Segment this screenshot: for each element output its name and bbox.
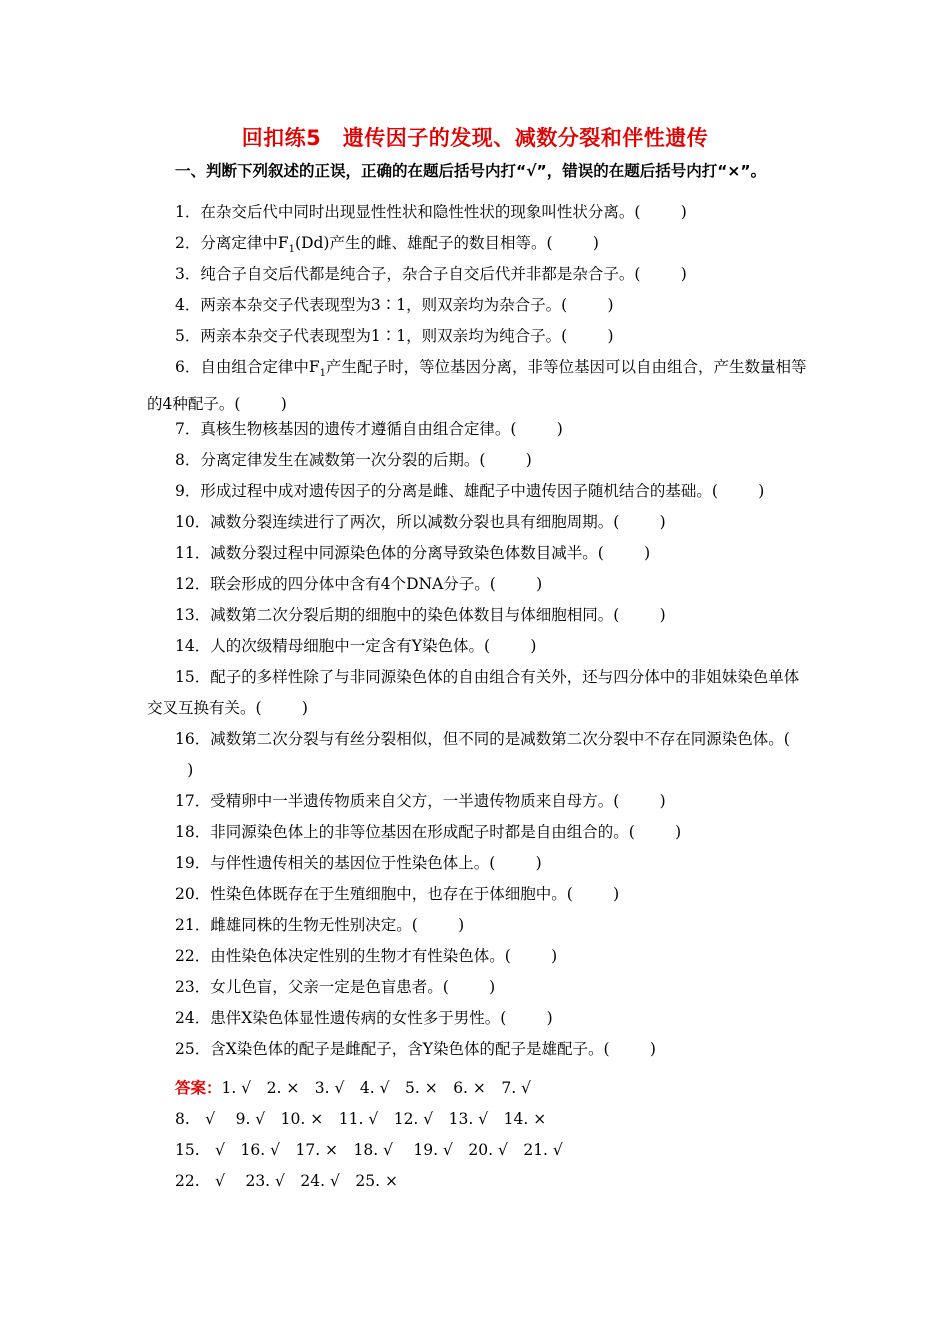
question-text: 在杂交后代中同时出现显性性状和隐性性状的现象叫性状分离。: [200, 203, 635, 221]
answer-paren-open: (: [442, 978, 449, 996]
question-number: 7．: [175, 420, 201, 438]
question-number: 22．: [175, 947, 211, 965]
answer-paren-close: ): [280, 395, 287, 414]
answer-paren-open: (: [603, 1040, 610, 1058]
answer-paren-close: ): [680, 265, 687, 283]
question-item: [147, 724, 809, 786]
answer-paren-open: (: [504, 947, 511, 965]
answer-paren-open: (: [613, 606, 620, 624]
question-text: 减数分裂过程中同源染色体的分离导致染色体数目减半。: [210, 544, 598, 562]
answer-paren-open: (: [613, 513, 620, 531]
question-item: [147, 352, 809, 420]
answer-paren-close: ): [644, 544, 651, 562]
question-item: [147, 631, 809, 662]
answer-paren-open: (: [489, 575, 496, 593]
question-text: 自由组合定律中F: [200, 358, 320, 376]
answer-paren-close: ): [458, 916, 465, 934]
answer-paren-open: (: [479, 451, 486, 469]
answer-paren-open: (: [634, 203, 641, 221]
answer-row-text: 1. √ 2. × 3. √ 4. √ 5. × 6. × 7. √: [221, 1079, 531, 1097]
answer-paren-open: (: [483, 637, 491, 655]
answer-row: [175, 1135, 563, 1166]
question-item: [147, 507, 809, 538]
question-item: [147, 786, 809, 817]
answer-paren-open: (: [561, 327, 568, 345]
answer-paren-close: ): [489, 978, 496, 996]
answer-row: [175, 1073, 531, 1104]
question-item: [147, 941, 809, 972]
question-text: 两亲本杂交子代表现型为1∶1，则双亲均为纯合子。: [200, 327, 562, 345]
answer-paren-open: (: [783, 730, 790, 748]
question-number: 8．: [175, 451, 201, 469]
answer-paren-open: (: [255, 699, 262, 717]
question-text: 非同源染色体上的非等位基因在形成配子时都是自由组合的。: [210, 823, 629, 841]
question-item: [147, 259, 809, 290]
question-item: [147, 569, 809, 600]
answer-paren-close: ): [758, 482, 765, 500]
answer-paren-open: (: [613, 792, 620, 810]
answer-paren-close: ): [613, 885, 620, 903]
answer-paren-close: ): [536, 575, 543, 593]
question-text: 真核生物核基因的遗传才遵循自由组合定律。: [200, 420, 511, 438]
question-item: [147, 538, 809, 569]
question-text: 形成过程中成对遗传因子的分离是雌、雄配子中遗传因子随机结合的基础。: [200, 482, 712, 500]
answer-row-text: 22. √ 23. √ 24. √ 25. ×: [175, 1172, 398, 1190]
answer-paren-open: (: [489, 854, 496, 872]
question-text: 分离定律发生在减数第一次分裂的后期。: [200, 451, 480, 469]
question-text: 性染色体既存在于生殖细胞中，也存在于体细胞中。: [210, 885, 567, 903]
question-number: 23．: [175, 978, 211, 996]
answer-paren-close: ): [680, 203, 687, 221]
answer-paren-close: ): [530, 637, 537, 655]
question-number: 24．: [175, 1009, 211, 1027]
answer-paren-close: ): [301, 699, 308, 717]
question-number: 4．: [175, 296, 201, 314]
question-number: 18．: [175, 823, 211, 841]
question-text: 含X染色体的配子是雌配子，含Y染色体的配子是雄配子。: [210, 1040, 604, 1058]
question-text: 纯合子自交后代都是纯合子，杂合子自交后代并非都是杂合子。: [200, 265, 635, 283]
answer-paren-close: ): [556, 420, 563, 438]
question-item: [147, 972, 809, 1003]
question-text: (Dd)产生的雌、雄配子的数目相等。: [295, 234, 547, 252]
question-text: 减数第二次分裂与有丝分裂相似，但不同的是减数第二次分裂中不存在同源染色体。: [210, 730, 784, 748]
question-text: 与伴性遗传相关的基因位于性染色体上。: [210, 854, 490, 872]
question-text: 人的次级精母细胞中一定含有Y染色体。: [210, 637, 484, 655]
question-number: 5．: [175, 327, 201, 345]
answer-paren-open: (: [411, 916, 418, 934]
question-text: 雌雄同株的生物无性别决定。: [210, 916, 412, 934]
question-number: 6．: [175, 358, 201, 376]
answer-paren-close: ): [187, 761, 194, 779]
question-text: 减数第二次分裂后期的细胞中的染色体数目与体细胞相同。: [210, 606, 614, 624]
answer-paren-close: ): [607, 296, 614, 314]
answer-row-text: 8. √ 9. √ 10. × 11. √ 12. √ 13. √ 14. ×: [175, 1110, 547, 1128]
answer-paren-open: (: [546, 234, 553, 252]
question-number: 16．: [175, 730, 211, 748]
answer-label: 答案：: [175, 1079, 222, 1097]
answer-paren-open: (: [711, 482, 718, 500]
question-number: 1．: [175, 203, 201, 221]
question-number: 11．: [175, 544, 211, 562]
question-number: 17．: [175, 792, 211, 810]
question-text: 由性染色体决定性别的生物才有性染色体。: [210, 947, 505, 965]
question-number: 10．: [175, 513, 211, 531]
question-text: 联会形成的四分体中含有4个DNA分子。: [210, 575, 490, 593]
question-text: 分离定律中F: [200, 234, 289, 252]
instruction-text: 一、判断下列叙述的正误，正确的在题后括号内打“√”，错误的在题后括号内打“×”。: [175, 162, 767, 180]
answer-paren-close: ): [659, 792, 666, 810]
question-item: [147, 848, 809, 879]
answer-row: [175, 1104, 546, 1135]
answer-paren-close: ): [649, 1040, 656, 1058]
answer-paren-open: (: [234, 395, 241, 414]
question-number: 20．: [175, 885, 211, 903]
answer-paren-close: ): [607, 327, 614, 345]
question-item: [147, 817, 809, 848]
question-item: [147, 321, 809, 352]
answer-paren-open: (: [634, 265, 641, 283]
answer-paren-open: (: [597, 544, 604, 562]
question-item: [147, 1003, 809, 1034]
question-item: [147, 290, 809, 321]
question-number: 12．: [175, 575, 211, 593]
question-item: [147, 476, 809, 507]
question-number: 19．: [175, 854, 211, 872]
answer-row-text: 15. √ 16. √ 17. × 18. √ 19. √ 20. √ 21. √: [175, 1141, 563, 1159]
question-text: 配子的多样性除了与非同源染色体的自由组合有关外，还与四分体中的非姐妹染色单体交叉互换有关。: [147, 668, 800, 717]
question-number: 13．: [175, 606, 211, 624]
answer-paren-close: ): [525, 451, 532, 469]
question-item: [147, 197, 809, 228]
question-text: 受精卵中一半遗传物质来自父方，一半遗传物质来自母方。: [210, 792, 614, 810]
question-item: [147, 879, 809, 910]
answer-paren-open: (: [628, 823, 635, 841]
subscript: 1: [319, 368, 327, 380]
question-text: 患伴X染色体显性遗传病的女性多于男性。: [210, 1009, 501, 1027]
answer-paren-close: ): [592, 234, 599, 252]
question-text: 产生配子时，等位基因分离，非等位基因可以自由组合，产生数量相等的4种配子。: [147, 358, 807, 414]
answer-paren-close: ): [546, 1009, 553, 1027]
question-number: 14．: [175, 637, 211, 655]
question-item: [147, 600, 809, 631]
answer-paren-close: ): [675, 823, 682, 841]
answer-paren-close: ): [659, 513, 666, 531]
answer-paren-open: (: [510, 420, 517, 438]
question-item: [147, 662, 809, 724]
question-number: 15．: [175, 668, 211, 686]
question-number: 2．: [175, 234, 201, 252]
question-text: 减数分裂连续进行了两次，所以减数分裂也具有细胞周期。: [210, 513, 614, 531]
question-item: [147, 910, 809, 941]
question-item: [147, 414, 809, 445]
answer-paren-open: (: [500, 1009, 507, 1027]
subscript: 1: [288, 244, 296, 256]
question-text: 两亲本杂交子代表现型为3∶1，则双亲均为杂合子。: [200, 296, 562, 314]
question-item: [147, 1034, 809, 1065]
answer-paren-close: ): [659, 606, 666, 624]
question-number: 21．: [175, 916, 211, 934]
page-title: 回扣练5 遗传因子的发现、减数分裂和伴性遗传: [241, 126, 709, 150]
answer-paren-open: (: [566, 885, 573, 903]
question-item: [147, 445, 809, 476]
question-text: 女儿色盲，父亲一定是色盲患者。: [210, 978, 443, 996]
answer-row: [175, 1166, 398, 1197]
answer-paren-close: ): [551, 947, 558, 965]
question-number: 9．: [175, 482, 201, 500]
question-number: 3．: [175, 265, 201, 283]
answer-paren-close: ): [535, 854, 542, 872]
answer-paren-open: (: [561, 296, 568, 314]
question-number: 25．: [175, 1040, 211, 1058]
